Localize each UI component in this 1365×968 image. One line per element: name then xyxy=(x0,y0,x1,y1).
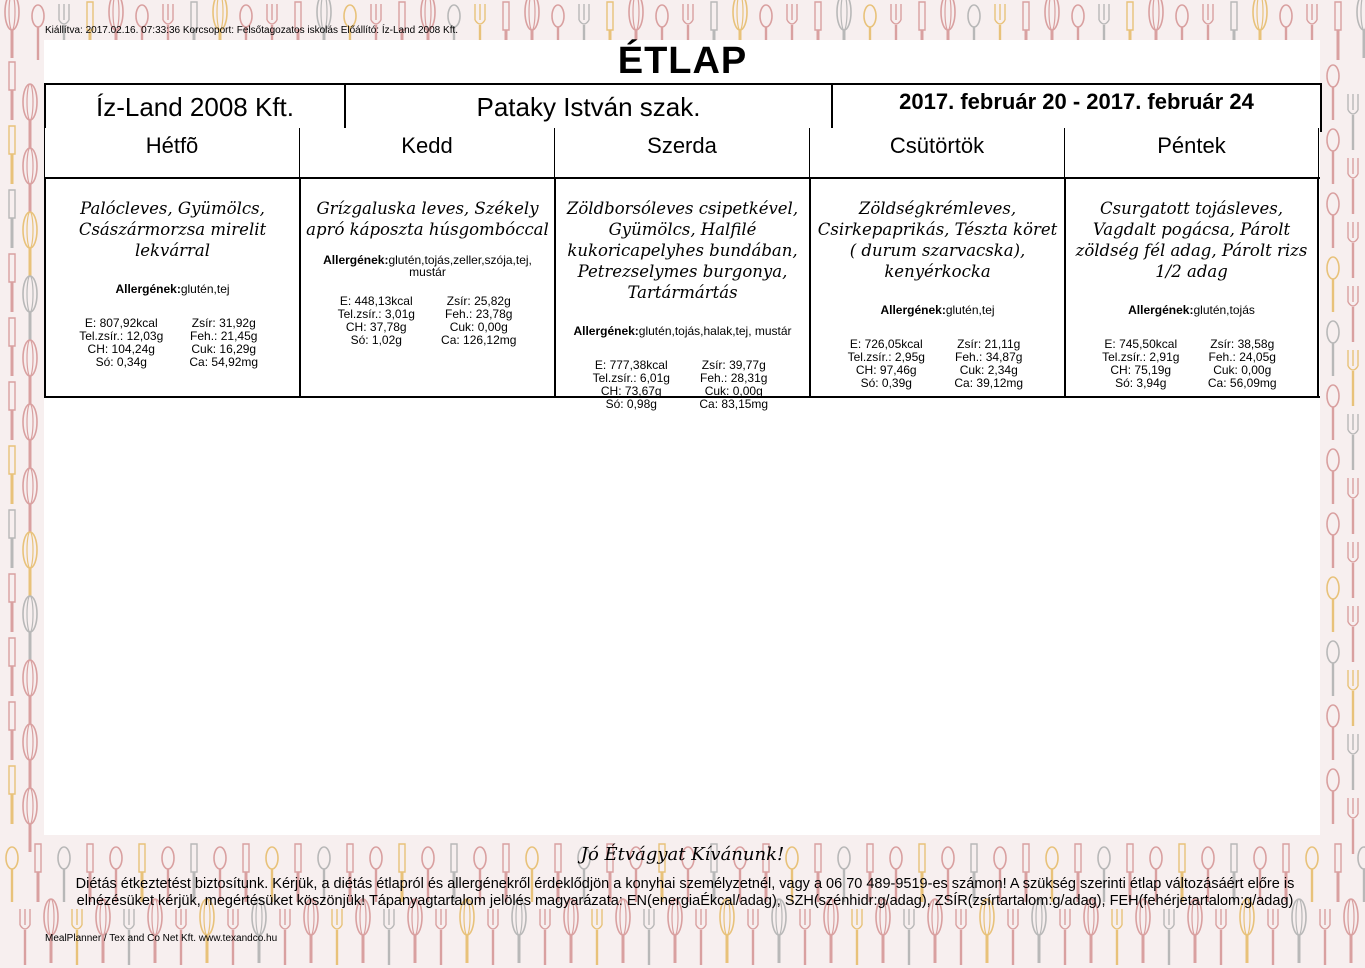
nutrition-table xyxy=(1066,338,1317,390)
nutrition-value: E: 777,38kcal xyxy=(594,358,668,372)
knife-icon xyxy=(9,702,15,760)
day-header: Kedd xyxy=(299,128,554,177)
nutrition-value: Zsír: 25,82g xyxy=(446,294,511,308)
nutrition-table xyxy=(811,338,1064,390)
nutrition-col-left xyxy=(70,317,173,369)
fork-icon xyxy=(1268,909,1278,965)
fork-icon xyxy=(1112,909,1122,965)
knife-icon xyxy=(9,510,15,568)
spoon-icon xyxy=(1327,641,1339,696)
fork-icon xyxy=(852,909,862,965)
nutrition-value: Feh.: 28,31g xyxy=(700,371,768,385)
day-menu-cell xyxy=(554,179,809,411)
spoon-icon xyxy=(1327,257,1339,312)
allergen-list: glutén,tojás xyxy=(1193,303,1255,317)
nutrition-value: Feh.: 24,05g xyxy=(1208,350,1276,364)
whisk-icon xyxy=(23,404,37,468)
spoon-icon xyxy=(1327,129,1339,184)
nutrition-value: Zsír: 39,77g xyxy=(701,358,766,372)
nutrition-value: E: 448,13kcal xyxy=(339,294,413,308)
nutrition-table xyxy=(556,359,809,411)
nutrition-value: CH: 97,46g xyxy=(855,363,917,377)
nutrition-col-right xyxy=(683,359,786,411)
nutrition-col-left xyxy=(325,295,428,347)
allergen-label: Allergének: xyxy=(573,324,639,338)
whisk-icon xyxy=(23,596,37,660)
knife-icon xyxy=(9,126,15,184)
spoon-icon xyxy=(1327,385,1339,440)
day-menu-cell xyxy=(299,179,554,396)
fork-icon xyxy=(1320,909,1330,965)
nutrition-value: Cuk: 16,29g xyxy=(191,342,257,356)
whisk-icon xyxy=(44,899,58,963)
meal-description: Zöldségkrémleves, Csirkepaprikás, Tészta köret ( durum szarvacska), kenyérkocka xyxy=(817,199,1058,281)
fork-icon xyxy=(1348,350,1358,406)
fork-icon xyxy=(800,909,810,965)
allergen-label: Allergének: xyxy=(115,282,181,296)
school-name: Pataky István szak. xyxy=(346,85,833,130)
whisk-icon xyxy=(23,148,37,212)
fork-icon xyxy=(384,909,394,965)
nutrition-value: Cuk: 0,00g xyxy=(704,384,763,398)
nutrition-value: CH: 37,78g xyxy=(345,320,407,334)
nutrition-col-right xyxy=(938,338,1041,390)
menu-grid xyxy=(44,177,1320,411)
knife-icon xyxy=(9,638,15,696)
fork-icon xyxy=(1348,286,1358,342)
fork-icon xyxy=(748,909,758,965)
fork-icon xyxy=(644,909,654,965)
nutrition-value: Só: 0,39g xyxy=(860,376,912,390)
knife-icon xyxy=(9,382,15,440)
nutrition-value: Só: 0,98g xyxy=(605,397,657,411)
fork-icon xyxy=(1348,542,1358,598)
nutrition-value: Ca: 56,09mg xyxy=(1207,376,1277,390)
fork-icon xyxy=(1216,909,1226,965)
day-header: Hétfõ xyxy=(44,128,299,177)
fork-icon xyxy=(332,909,342,965)
nutrition-table xyxy=(301,295,554,347)
software-credit: MealPlanner / Tex and Co Net Kft. www.texandco.hu xyxy=(45,933,278,944)
fork-icon xyxy=(696,909,706,965)
allergen-info xyxy=(556,325,809,337)
fork-icon xyxy=(1348,606,1358,662)
day-menu-cell xyxy=(1064,179,1319,396)
nutrition-col-left xyxy=(835,338,938,390)
allergen-list: glutén,tojás,zeller,szója,tej, mustár xyxy=(388,253,532,279)
fork-icon xyxy=(1348,734,1358,790)
nutrition-value: Ca: 126,12mg xyxy=(441,333,517,347)
knife-icon xyxy=(9,574,15,632)
nutrition-value: Feh.: 23,78g xyxy=(445,307,513,321)
nutrition-value: Tel.zsír.: 3,01g xyxy=(337,307,415,321)
spoon-icon xyxy=(1327,513,1339,568)
nutrition-col-left xyxy=(1090,338,1192,390)
spoon-icon xyxy=(1327,577,1339,632)
nutrition-value: Tel.zsír.: 2,91g xyxy=(1102,350,1180,364)
whisk-icon xyxy=(23,212,37,276)
nutrition-value: Só: 1,02g xyxy=(350,333,402,347)
fork-icon xyxy=(20,909,30,965)
allergen-list: glutén,tej xyxy=(180,282,230,296)
fork-icon xyxy=(1060,909,1070,965)
nutrition-col-right xyxy=(173,317,276,369)
issued-info: Kiállítva: 2017.02.16. 07:33:36 Korcsoport: Felsőtagozatos iskolás Előállító: Íz-Land 2008 Kft. xyxy=(45,25,459,36)
nutrition-value: Ca: 39,12mg xyxy=(954,376,1024,390)
spoon-icon xyxy=(1327,705,1339,760)
day-header: Péntek xyxy=(1064,128,1319,177)
fork-icon xyxy=(592,909,602,965)
meal-description: Palócleves, Gyümölcs, Császármorzsa mirelit lekvárral xyxy=(78,199,267,260)
day-header: Szerda xyxy=(554,128,809,177)
allergen-label: Allergének: xyxy=(323,253,389,267)
nutrition-value: Só: 3,94g xyxy=(1115,376,1167,390)
allergen-list: glutén,tej xyxy=(945,303,995,317)
allergen-label: Allergének: xyxy=(1128,303,1194,317)
meal-description: Csurgatott tojásleves, Vagdalt pogácsa, Párolt zöldség fél adag, Párolt rizs 1/2 adag xyxy=(1075,199,1308,281)
nutrition-value: Cuk: 2,34g xyxy=(959,363,1018,377)
whisk-icon xyxy=(1344,899,1358,963)
nutrition-value: Ca: 54,92mg xyxy=(189,355,259,369)
nutrition-value: Ca: 83,15mg xyxy=(699,397,769,411)
fork-icon xyxy=(1348,414,1358,470)
spoon-icon xyxy=(1327,449,1339,504)
knife-icon xyxy=(9,254,15,312)
fork-icon xyxy=(280,909,290,965)
allergen-info xyxy=(46,283,299,295)
day-menu-cell xyxy=(44,179,299,396)
diet-notice: Diétás étkeztetést biztosítunk. Kérjük, a diétás étlapról és allergénekről érdeklődjön a konyhai személyzetnél, vagy a 06 70 489-9519-es számon! A szükség szerinti étlap változásáért előre is elnézésüket kérjük, megértésüket köszönjük! Tápanyagtartalom jelölés magyarázata: EN(energiaÉkcal/adag), SZH(szénhidr:g/adag), ZSÍR(zsírtartalom:g/adag), FEH(fehérjetartalom:g/adag) xyxy=(75,876,1295,909)
fork-icon xyxy=(488,909,498,965)
nutrition-col-left xyxy=(580,359,683,411)
knife-icon xyxy=(9,318,15,376)
knife-icon xyxy=(9,190,15,248)
nutrition-value: Zsír: 31,92g xyxy=(191,316,256,330)
whisk-icon xyxy=(23,660,37,724)
nutrition-value: E: 745,50kcal xyxy=(1104,337,1178,351)
nutrition-value: Cuk: 0,00g xyxy=(449,320,508,334)
nutrition-value: Tel.zsír.: 12,03g xyxy=(79,329,164,343)
allergen-info xyxy=(1066,304,1317,316)
knife-icon xyxy=(9,446,15,504)
allergen-label: Allergének: xyxy=(880,303,946,317)
meal-description: Grízgaluska leves, Székely apró káposzta húsgombóccal xyxy=(306,199,549,239)
nutrition-table xyxy=(46,317,299,369)
page-title: ÉTLAP xyxy=(617,40,748,82)
nutrition-value: E: 807,92kcal xyxy=(84,316,158,330)
whisk-icon xyxy=(23,276,37,340)
whisk-icon xyxy=(23,340,37,404)
day-header: Csütörtök xyxy=(809,128,1064,177)
knife-icon xyxy=(9,766,15,824)
fork-icon xyxy=(1008,909,1018,965)
whisk-icon xyxy=(23,724,37,788)
fork-icon xyxy=(1164,909,1174,965)
spoon-icon xyxy=(1327,769,1339,824)
nutrition-value: Feh.: 21,45g xyxy=(190,329,258,343)
date-range: 2017. február 20 - 2017. február 24 xyxy=(899,89,1254,114)
fork-icon xyxy=(1348,222,1358,278)
day-headers xyxy=(44,128,1320,177)
nutrition-value: Tel.zsír.: 6,01g xyxy=(592,371,670,385)
nutrition-col-right xyxy=(1192,338,1294,390)
nutrition-value: Tel.zsír.: 2,95g xyxy=(847,350,925,364)
menu-header xyxy=(44,83,1322,132)
fork-icon xyxy=(1348,94,1358,150)
whisk-icon xyxy=(23,788,37,852)
fork-icon xyxy=(540,909,550,965)
allergen-list: glutén,tojás,halak,tej, mustár xyxy=(638,324,792,338)
company-name: Íz-Land 2008 Kft. xyxy=(46,85,346,130)
nutrition-value: Zsír: 21,11g xyxy=(957,337,1021,351)
meal-description: Zöldborsóleves csipetkével, Gyümölcs, Halfilé kukoricapelyhes bundában, Petrezselymes burgonya, Tartármártás xyxy=(566,199,799,302)
nutrition-value: Zsír: 38,58g xyxy=(1210,337,1275,351)
allergen-info xyxy=(301,254,554,278)
nutrition-value: CH: 75,19g xyxy=(1110,363,1172,377)
nutrition-value: E: 726,05kcal xyxy=(849,337,923,351)
fork-icon xyxy=(904,909,914,965)
nutrition-value: Só: 0,34g xyxy=(95,355,147,369)
fork-icon xyxy=(1348,478,1358,534)
whisk-icon xyxy=(23,84,37,148)
spoon-icon xyxy=(1327,193,1339,248)
nutrition-value: CH: 104,24g xyxy=(87,342,155,356)
whisk-icon xyxy=(23,468,37,532)
nutrition-value: Feh.: 34,87g xyxy=(955,350,1023,364)
whisk-icon xyxy=(23,532,37,596)
allergen-info xyxy=(811,304,1064,316)
greeting: Jó Étvágyat Kívánunk! xyxy=(580,844,785,865)
spoon-icon xyxy=(1327,321,1339,376)
nutrition-value: Cuk: 0,00g xyxy=(1213,363,1272,377)
nutrition-value: CH: 73,67g xyxy=(600,384,662,398)
fork-icon xyxy=(1348,670,1358,726)
fork-icon xyxy=(436,909,446,965)
fork-icon xyxy=(956,909,966,965)
day-menu-cell xyxy=(809,179,1064,396)
fork-icon xyxy=(1348,158,1358,214)
nutrition-col-right xyxy=(428,295,531,347)
